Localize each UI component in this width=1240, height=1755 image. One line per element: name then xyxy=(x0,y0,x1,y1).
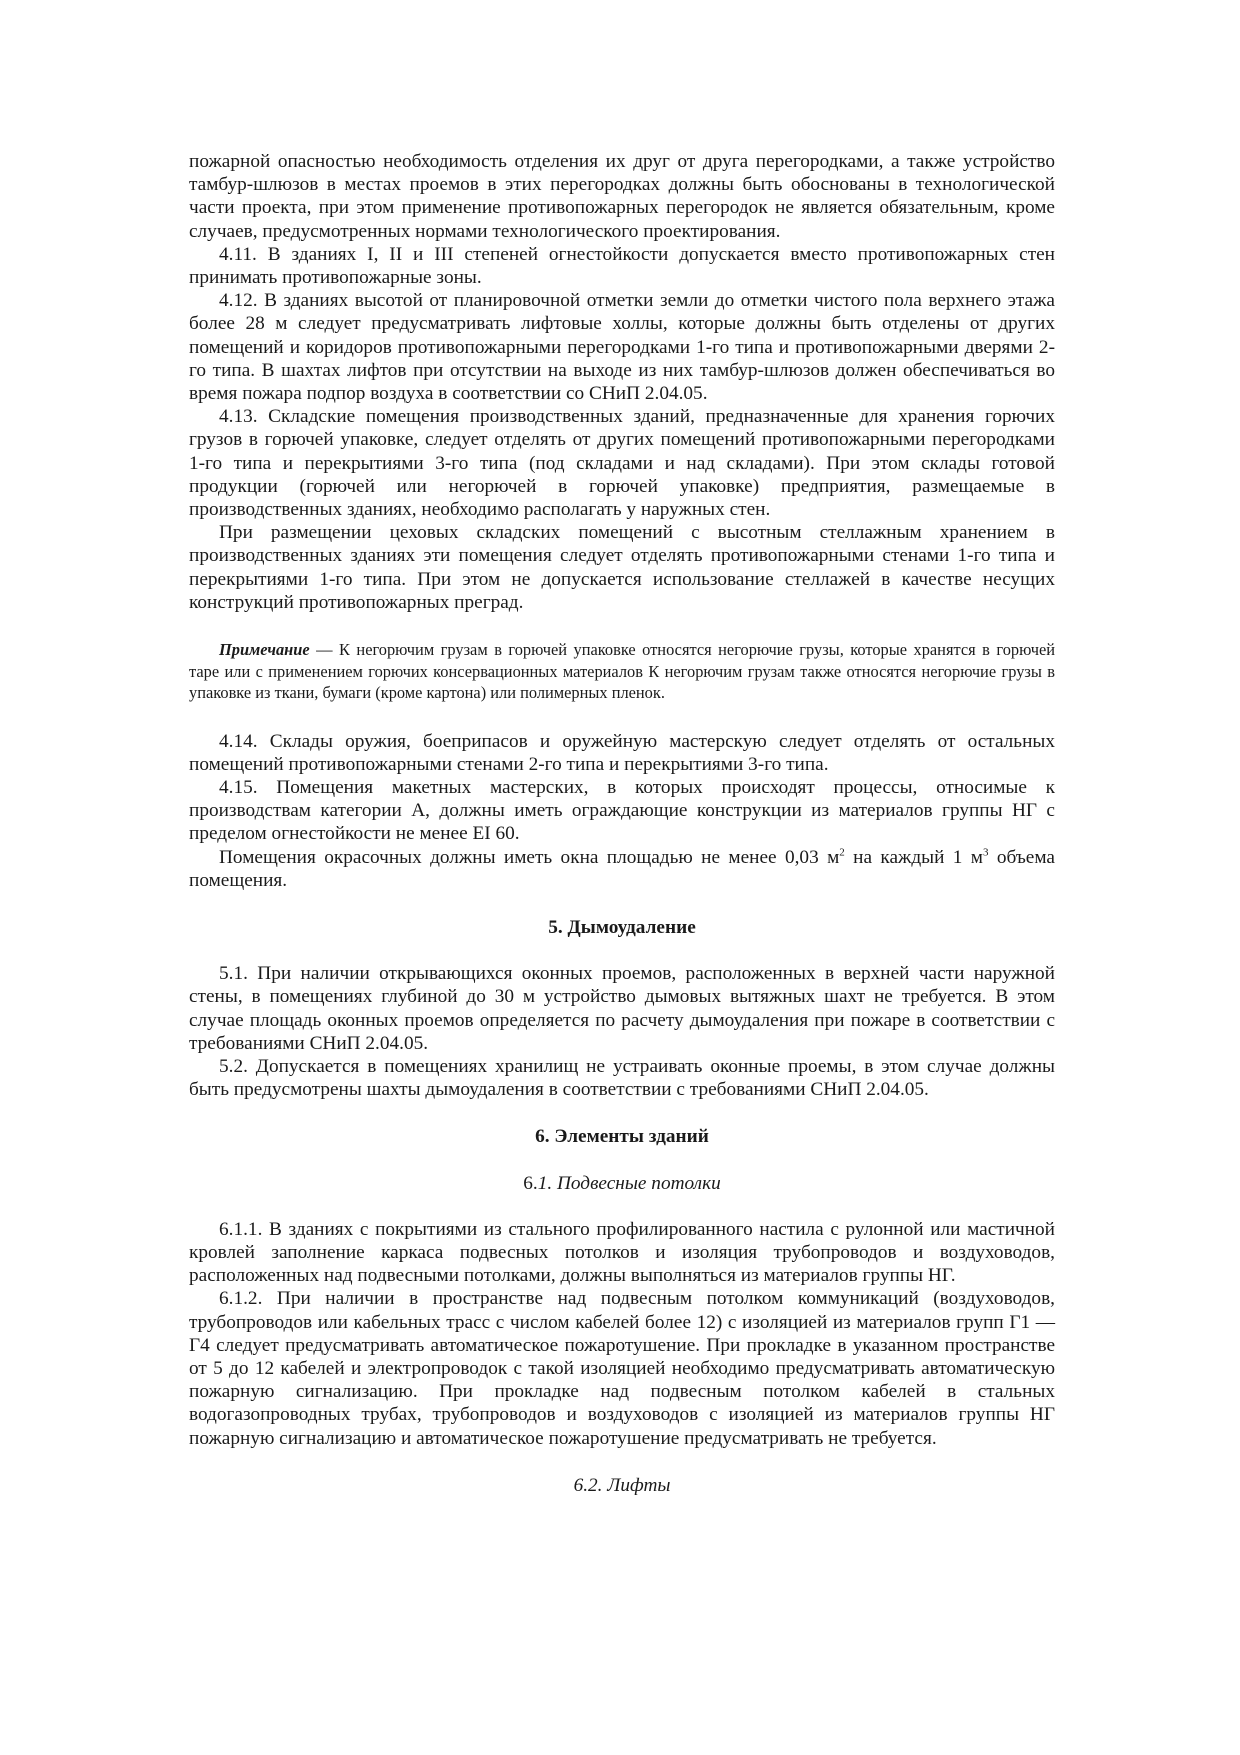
section-6-title: 6. Элементы зданий xyxy=(535,1126,709,1148)
paragraph-5-2: 5.2. Допускается в помещениях хранилищ не устраивать оконные проемы, в этом случае должны быть предусмотрены шахты дымоудаления в соответствии с требованиями СНиП 2.04.05. xyxy=(189,1056,1055,1101)
paragraph-4-15-b-end: объема помещения. xyxy=(189,846,1055,891)
paragraph-intro: пожарной опасностью необходимость отделения их друг от друга перегородками, а также устройство тамбур-шлюзов в местах проемов в этих перегородках должны быть обоснованы в технологической части проекта, при этом применение противопожарных перегородок не является обязательным, кроме случаев, предусмотренных нормами технологического проектирования. xyxy=(189,151,1055,242)
subsection-6-1-number: 6. xyxy=(523,1172,538,1194)
paragraph-4-14: 4.14. Склады оружия, боеприпасов и оружейную мастерскую следует отделять от остальных помещений противопожарными стенами 2-го типа и перекрытиями 3-го типа. xyxy=(189,730,1055,775)
note-label: Примечание xyxy=(219,640,310,660)
note xyxy=(189,639,1055,704)
subsection-6-1-text: 1. Подвесные потолки xyxy=(537,1172,721,1194)
paragraph-4-13-b: При размещении цеховых складских помещений с высотным стеллажным хранением в производственных зданиях эти помещения следует отделять противопожарными стенами 1-го типа и перекрытиями 1-го типа. При этом не допускается использование стеллажей в качестве несущих конструкций противопожарных преград. xyxy=(189,522,1055,613)
superscript-3: 3 xyxy=(983,846,989,859)
paragraph-4-15-b-mid: на каждый 1 м xyxy=(844,846,983,868)
paragraph-4-15: 4.15. Помещения макетных мастерских, в которых происходят процессы, относимые к производствам категории А, должны иметь ограждающие конструкции из материалов группы НГ с пределом огнестойкости не менее EI 60. xyxy=(189,776,1055,845)
paragraph-4-15-b xyxy=(189,846,1055,892)
paragraph-4-15-b-start: Помещения окрасочных должны иметь окна площадью не менее 0,03 м xyxy=(219,846,840,868)
subsection-6-2-title: 6.2. Лифты xyxy=(573,1474,671,1496)
section-5-title: 5. Дымоудаление xyxy=(548,916,696,938)
paragraph-6-1-2: 6.1.2. При наличии в пространстве над подвесным потолком коммуникаций (воздуховодов, трубопроводов или кабельных трасс с числом кабелей более 12) с изоляцией из материалов групп Г1 — Г4 следует предусматривать автоматическое пожаротушение. При прокладке в указанном пространстве от 5 до 12 кабелей и электропроводок с такой изоляцией необходимо предусматривать автоматическую пожарную сигнализацию. При прокладке над подвесным потолком кабелей в стальных водогазопроводных трубах, трубопроводов и воздуховодов с изоляцией из материалов группы НГ пожарную сигнализацию и автоматическое пожаротушение предусматривать не требуется. xyxy=(189,1288,1055,1449)
subsection-6-1-title xyxy=(189,1172,1055,1195)
paragraph-4-12: 4.12. В зданиях высотой от планировочной отметки земли до отметки чистого пола верхнего этажа более 28 м следует предусматривать лифтовые холлы, которые должны быть отделены от других помещений и коридоров противопожарными перегородками 1-го типа и противопожарными дверями 2-го типа. В шахтах лифтов при отсутствии на выходе из них тамбур-шлюзов должен обеспечиваться во время пожара подпор воздуха в соответствии со СНиП 2.04.05. xyxy=(189,290,1055,405)
note-text: — К негорючим грузам в горючей упаковке относятся негорючие грузы, которые хранятся в горючей таре или с применением горючих консервационных материалов К негорючим грузам также относятся негорючие грузы в упаковке из ткани, бумаги (кроме картона) или полимерных пленок. xyxy=(189,640,1055,703)
paragraph-6-1-1: 6.1.1. В зданиях с покрытиями из стального профилированного настила с рулонной или мастичной кровлей заполнение каркаса подвесных потолков и изоляция трубопроводов и воздуховодов, расположенных над подвесными потолками, должны выполняться из материалов группы НГ. xyxy=(189,1218,1055,1287)
document-page xyxy=(189,150,1055,1497)
superscript-2: 2 xyxy=(839,846,845,859)
paragraph-5-1: 5.1. При наличии открывающихся оконных проемов, расположенных в верхней части наружной стены, в помещениях глубиной до 30 м устройство дымовых вытяжных шахт не требуется. В этом случае площадь оконных проемов определяется по расчету дымоудаления при пожаре в соответствии с требованиями СНиП 2.04.05. xyxy=(189,963,1055,1054)
paragraph-4-13: 4.13. Складские помещения производственных зданий, предназначенные для хранения горючих грузов в горючей упаковке, следует отделять от других помещений противопожарными перегородками 1-го типа и перекрытиями 3-го типа (под складами и над складами). При этом склады готовой продукции (горючей или негорючей в горючей упаковке) предприятия, размещаемые в производственных зданиях, необходимо располагать у наружных стен. xyxy=(189,406,1055,521)
paragraph-4-11: 4.11. В зданиях I, II и III степеней огнестойкости допускается вместо противопожарных стен принимать противопожарные зоны. xyxy=(189,243,1055,289)
